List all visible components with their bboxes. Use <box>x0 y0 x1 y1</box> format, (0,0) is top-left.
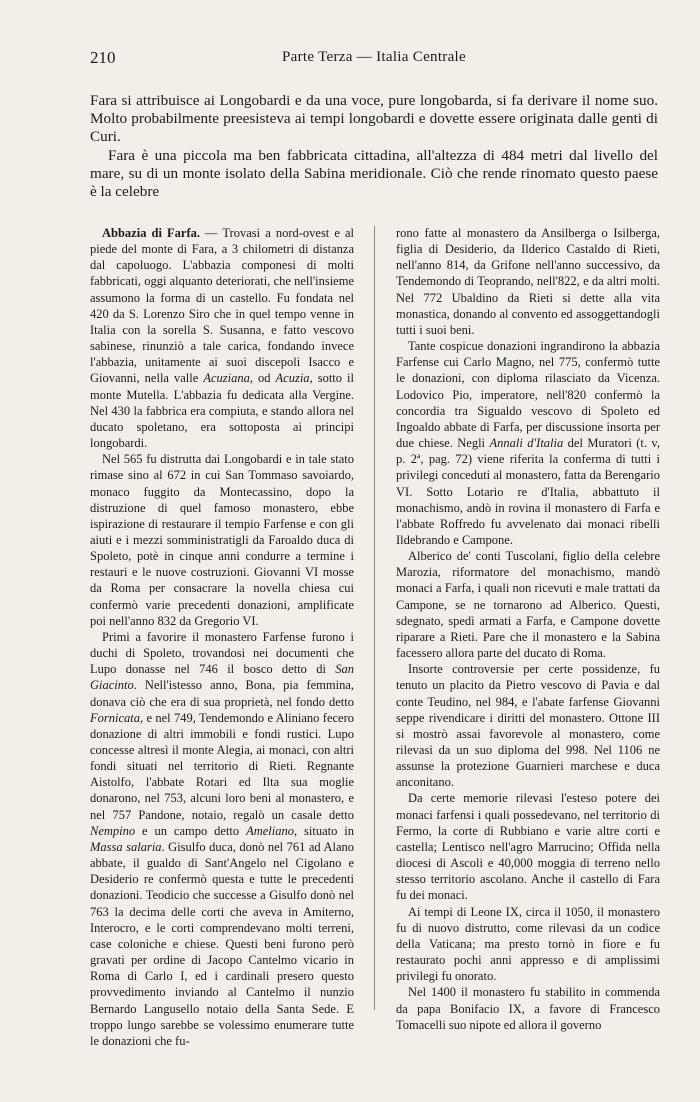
intro-paragraph: Fara è una piccola ma ben fabbricata cittadina, all'altezza di 484 metri dal livello del mare, su di un monte isolato della Sabina meridionale. Ciò che rende rinomato questo paese è la celebre <box>90 146 658 201</box>
page-number: 210 <box>90 48 116 67</box>
body-paragraph: Nel 1400 il monastero fu stabilito in commenda da papa Bonifacio IX, a favore di Francesco Tomacelli suo nipote ed allora il governo <box>396 985 660 1032</box>
page-header <box>90 48 658 70</box>
body-paragraph: Primi a favorire il monastero Farfense furono i duchi di Spoleto, trovandosi nei documenti che Lupo donasse nel 746 il bosco detto di San Giacinto. Nell'istesso anno, Bona, pia femmina, donava ciò che era di sua proprietà, nel fondo detto Fornicata, e nel 749, Tendemondo e Aliniano fecero donazione di altri immobili e fondi rustici. Lupo concesse altresì il monte Alegia, ai monaci, con altri fondi situati nel territorio di Rieti. Regnante Aistolfo, l'abbate Rotari ed Ilta sua moglie donarono, nel 753, alcuni loro beni al monastero, e nel 757 Pandone, notaio, regalò un casale detto Nempino e un campo detto Ameliano, situato in Massa salaria. Gisulfo duca, donò nel 761 ad Alano abbate, il gualdo di Sant'Angelo nel Cigolano e Desiderio re confermò questa e tutte le precedenti donazioni. Teodicio che successe a Gisulfo donò nel 763 la decima delle corti che aveva in Amiterno, Interocro, e le corti comprendevano molti terreni, case coloniche e chiese. Questi beni furono però gravati per ordine di Jacopo Cantelmo vicario in Roma di Carlo I, ed i cardinali presero questo provvedimento inviando al Cantelmo il nunzio Bernardo Langusello notaio della Santa Sede. E troppo lungo sarebbe se volessimo enumerare tutte le donazioni che fu- <box>90 629 354 1048</box>
body-paragraph: Nel 565 fu distrutta dai Longobardi e in tale stato rimase sino al 672 in cui San Tommaso savoiardo, monaco fuggito da Montecassino, dopo la distruzione di quel famoso monastero, ebbe ispirazione di restaurare il tempio Farfense e con gli aiuti e i mezzi somministratigli da Faroaldo duca di Spoleto, potè in cinque anni condurre a termine i restauri e le nuove costruzioni. Giovanni VI mosse da Roma per consacrare la novella chiesa cui confermò varie precedenti donazioni, amplificate poi nell'anno 832 da Gregorio VI. <box>90 452 354 628</box>
running-title: Parte Terza — Italia Centrale <box>282 49 466 65</box>
column-divider <box>374 226 375 1010</box>
entry-paragraph: Abbazia di Farfa. — Trovasi a nord-ovest e al piede del monte di Fara, a 3 chilometri di distanza dal capoluogo. L'abbazia componesi di molti fabbricati, oggi alquanto deteriorati, che nell'insieme assumono la forma di un castello. Fu fondata nel 420 da S. Lorenzo Siro che in quel tempo venne in Italia con la sorella S. Susanna, e fatto vescovo sabinese, rinunziò a tale carica, fondando invece l'abbazia, unitamente ai suoi discepoli Isacco e Giovanni, nella valle Acuziana, od Acuzia, sotto il monte Mutella. L'abbazia fu dedicata alla Vergine. Nel 430 la fabbrica era compiuta, e stando allora nel ducato spoletano, era sottoposta ai principi longobardi. <box>90 226 354 451</box>
left-column <box>90 225 354 1049</box>
body-paragraph: Alberico de' conti Tuscolani, figlio della celebre Marozia, riformatore del monachismo, mandò monaci a Farfa, i quali non ricevuti e male trattati da Campone, se ne tornarono ad Alberico. Questi, sdegnato, spedì armati a Farfa, e Campone dovette riparare a Rieti. Pare che il monastero e la Sabina facessero allora parte del ducato di Roma. <box>396 549 660 661</box>
entry-headword: Abbazia di Farfa. <box>102 226 200 240</box>
body-paragraph: Ai tempi di Leone IX, circa il 1050, il monastero fu di nuovo distrutto, come rilevasi da un codice della Vaticana; ma presto tornò in fiore e fu restaurato pochi anni appresso e di amplissimi privilegi fu onorato. <box>396 904 660 984</box>
body-paragraph: Insorte controversie per certe possidenze, fu tenuto un placito da Pietro vescovo di Pavia e dal conte Teudino, nel 984, e l'abate farfense Giovanni seppe rivendicare i diritti del monastero. Ottone III si mostrò assai favorevole al monastero, come rilevasi da un suo diploma del 998. Nel 1106 ne assunse la protezione Guarnieri marchese e duca anconitano. <box>396 662 660 790</box>
intro-text <box>90 92 658 201</box>
right-column <box>396 225 660 1033</box>
body-paragraph: Da certe memorie rilevasi l'esteso potere dei monaci farfensi i quali possedevano, nel territorio di Fermo, la corte di Rubbiano e varie altre corti e castella; Lentisco nell'agro Marrucino; Offida nella diocesi di Ascoli e 40,000 moggia di terreno nello stesso territorio ascolano. Anche il castello di Fara fu dei monaci. <box>396 791 660 903</box>
body-paragraph: rono fatte al monastero da Ansilberga o Isilberga, figlia di Desiderio, da Ilderico Castaldo di Rieti, nell'anno 814, da Grifone nell'anno successivo, da Tendemondo di Teoprando, nell'822, e da altri molti. Nel 772 Ubaldino da Rieti si dette alla vita monastica, donando al convento ed assoggettandogli tutti i suoi beni. <box>396 226 660 337</box>
body-paragraph: Tante cospicue donazioni ingrandirono la abbazia Farfense cui Carlo Magno, nel 775, confermò tutte le donazioni, con diploma rilasciato da Vicenza. Lodovico Pio, imperatore, nell'820 confermò la concordia tra Sigualdo vescovo di Spoleto ed Ingoaldo abbate di Farfa, per discussione insorta per due chiese. Negli Annali d'Italia del Muratori (t. v, p. 2ª, pag. 72) viene riferita la conferma di tutti i privilegi conceduti al monastero, fatta da Berengario VI. Sotto Lotario re d'Italia, abbattuto il monachismo, andò in rovina il monastero di Farfa e l'abbate Roffredo fu avvelenato dai monaci ribelli Ildebrando e Campone. <box>396 339 660 547</box>
intro-paragraph: Fara si attribuisce ai Longobardi e da una voce, pure longobarda, si fa derivare il nome suo. Molto probabilmente preesisteva ai tempi longobardi e dovette essere originata dalle genti di Curi. <box>90 92 658 146</box>
